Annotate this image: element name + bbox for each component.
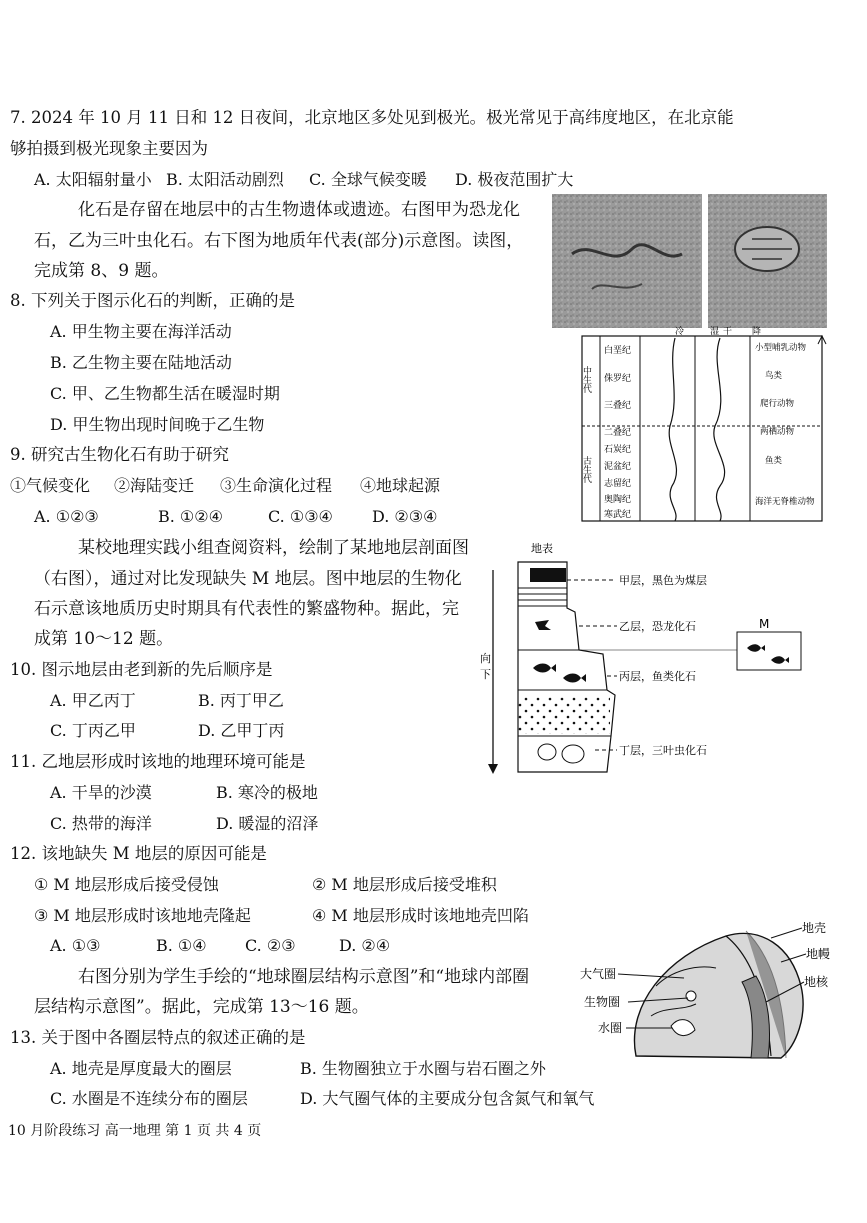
geologic-timescale-figure: [580, 326, 830, 526]
q9-item-4: ④地球起源: [360, 476, 441, 495]
q11-option-d: D. 暖湿的沼泽: [216, 814, 319, 833]
q13-option-b: B. 生物圈独立于水圈与岩石圈之外: [300, 1059, 546, 1078]
intro-10-12-line3: 石示意该地质历史时期具有代表性的繁盛物种。据此，完: [34, 599, 459, 619]
strata-down-label-1: 向: [480, 652, 491, 665]
era-mesozoic: 中生代: [581, 366, 591, 393]
q12-item-2: ② M 地层形成后接受堆积: [312, 875, 497, 894]
missing-layer-m-label: M: [759, 617, 770, 631]
period-carboniferous: 石炭纪: [604, 445, 632, 455]
period-cambrian: 寒武纪: [604, 510, 632, 520]
q12-item-1: ① M 地层形成后接受侵蚀: [34, 875, 219, 894]
period-devonian: 泥盆纪: [604, 462, 632, 472]
q12-items-row1: [34, 874, 497, 896]
missing-layer-m-box: [737, 632, 801, 670]
period-silurian: 志留纪: [604, 479, 632, 489]
q11-options-row1: [50, 782, 318, 804]
q13-option-a: A. 地壳是厚度最大的圈层: [50, 1059, 232, 1078]
q11-option-c: C. 热带的海洋: [50, 814, 152, 833]
q12-item-4: ④ M 地层形成时该地地壳凹陷: [312, 906, 529, 925]
q8-option-b: B. 乙生物主要在陆地活动: [50, 353, 232, 372]
q9-option-c: C. ①③④: [268, 507, 333, 526]
layer-ding-label: 丁层，三叶虫化石: [619, 744, 707, 757]
fish-fossil-1: [533, 664, 556, 673]
label-biosphere: 生物圈: [584, 995, 621, 1009]
q7-options: [34, 169, 573, 191]
dinosaur-fossil-mark: [535, 620, 551, 630]
q9-stem: 9. 研究古生物化石有助于研究: [10, 445, 229, 464]
label-crust: 地壳: [802, 921, 827, 935]
q11-option-b: B. 寒冷的极地: [216, 783, 318, 802]
q11-stem: 11. 乙地层形成时该地的地理环境可能是: [10, 752, 306, 771]
biota-reptiles: 爬行动物: [760, 399, 795, 409]
intro-10-12-line4: 成第 10～12 题。: [34, 629, 174, 649]
q12-option-c: C. ②③: [245, 936, 296, 955]
intro-13-16-line2: 层结构示意图”。据此，完成第 13～16 题。: [34, 997, 369, 1017]
strata-surface-label: 地表: [531, 542, 553, 555]
sand-layer: [518, 696, 610, 734]
q10-option-b: B. 丙丁甲乙: [198, 691, 284, 710]
timescale-header-1: 冷: [675, 327, 685, 337]
q12-option-a: A. ①③: [50, 936, 101, 955]
q10-option-a: A. 甲乙丙丁: [50, 691, 136, 710]
q8-option-c: C. 甲、乙生物都生活在暖湿时期: [50, 384, 280, 403]
era-paleozoic: 古生代: [581, 456, 591, 483]
q9-option-b: B. ①②④: [158, 507, 223, 526]
q10-option-c: C. 丁丙乙甲: [50, 721, 136, 740]
q11-option-a: A. 干旱的沙漠: [50, 783, 152, 802]
period-jurassic: 侏罗纪: [604, 374, 632, 384]
q9-item-1: ①气候变化: [10, 476, 91, 495]
label-atmosphere: 大气圈: [580, 967, 617, 981]
climate-curve-2: [714, 338, 725, 521]
q12-items-row2: [34, 905, 529, 927]
q12-options: [50, 935, 390, 957]
q12-stem: 12. 该地缺失 M 地层的原因可能是: [10, 844, 267, 863]
q12-option-d: D. ②④: [339, 936, 391, 955]
timescale-header-2: 湿: [710, 327, 720, 337]
q10-options-row2: [50, 720, 284, 742]
layer-jia-label: 甲层，黑色为煤层: [619, 574, 707, 587]
intro-10-12-line2: （右图），通过对比发现缺失 M 地层。图中地层的生物化: [34, 569, 462, 589]
timescale-header-3: 干: [723, 327, 733, 337]
climate-curve-1: [669, 338, 676, 521]
intro-10-12-line1: 某校地理实践小组查阅资料，绘制了某地地层剖面图: [78, 538, 469, 558]
biota-amphibians: 两栖动物: [760, 427, 795, 437]
period-ordovician: 奥陶纪: [604, 495, 632, 505]
q8-option-d: D. 甲生物出现时间晚于乙生物: [50, 415, 265, 434]
q9-item-3: ③生命演化过程: [220, 476, 333, 495]
layer-bing-label: 丙层，鱼类化石: [619, 670, 696, 683]
q13-options-row2: [50, 1088, 594, 1110]
intro-8-9-line1: 化石是存留在地层中的古生物遗体或遗迹。右图甲为恐龙化: [78, 200, 520, 220]
period-triassic: 三叠纪: [604, 401, 632, 411]
period-permian: 二叠纪: [604, 428, 632, 438]
q12-option-b: B. ①④: [156, 936, 207, 955]
strata-profile-figure: [475, 540, 815, 780]
q13-stem: 13. 关于图中各圈层特点的叙述正确的是: [10, 1028, 306, 1047]
q7-stem-line1: 7. 2024 年 10 月 11 日和 12 日夜间，北京地区多处见到极光。极光常见于高纬度地区，在北京能: [10, 108, 734, 127]
q7-option-d: D. 极夜范围扩大: [455, 170, 574, 189]
q9-option-a: A. ①②③: [34, 507, 99, 526]
timescale-header-4: 降: [752, 327, 762, 337]
q10-stem: 10. 图示地层由老到新的先后顺序是: [10, 660, 273, 679]
intro-8-9-line2: 石，乙为三叶虫化石。右下图为地质年代表(部分)示意图。读图，: [34, 231, 524, 251]
fish-fossil-2: [563, 674, 586, 683]
intro-8-9-line3: 完成第 8、9 题。: [34, 261, 169, 281]
q8-stem: 8. 下列关于图示化石的判断，正确的是: [10, 291, 295, 310]
q10-options-row1: [50, 690, 284, 712]
page-footer: 10 月阶段练习 高一地理 第 1 页 共 4 页: [8, 1123, 262, 1139]
q9-option-d: D. ②③④: [372, 507, 438, 526]
q7-stem-line2: 够拍摄到极光现象主要因为: [10, 139, 208, 158]
coal-layer: [530, 568, 566, 582]
label-mantle: 地幔: [806, 947, 831, 961]
q13-option-d: D. 大气圈气体的主要成分包含氮气和氧气: [300, 1089, 595, 1108]
biota-marine-invertebrates: 海洋无脊椎动物: [755, 497, 815, 507]
layer-yi-label: 乙层，恐龙化石: [619, 620, 696, 633]
dinosaur-fossil-photo: [552, 194, 702, 328]
q7-option-c: C. 全球气候变暖: [309, 170, 427, 189]
biota-birds: 鸟类: [765, 371, 783, 381]
q13-option-c: C. 水圈是不连续分布的圈层: [50, 1089, 248, 1108]
period-cretaceous: 白垩纪: [604, 346, 632, 356]
biota-fish: 鱼类: [765, 456, 783, 466]
biota-small-mammals: 小型哺乳动物: [755, 343, 807, 353]
earth-spheres-figure: [576, 916, 832, 1066]
label-core: 地核: [804, 975, 829, 989]
q11-options-row2: [50, 813, 318, 835]
trilobite-fossil-mark: [562, 745, 584, 763]
q7-option-a: A. 太阳辐射量小: [34, 170, 152, 189]
fossil-photos: [552, 194, 827, 328]
strata-down-label-2: 下: [480, 668, 491, 681]
label-hydrosphere: 水圈: [598, 1021, 623, 1035]
q13-options-row1: [50, 1058, 546, 1080]
q9-options: [34, 506, 437, 528]
q8-option-a: A. 甲生物主要在海洋活动: [50, 322, 232, 341]
q7-option-b: B. 太阳活动剧烈: [166, 170, 284, 189]
q9-item-2: ②海陆变迁: [114, 476, 195, 495]
q12-item-3: ③ M 地层形成时该地地壳隆起: [34, 906, 251, 925]
q9-items: [10, 475, 440, 497]
intro-13-16-line1: 右图分别为学生手绘的“地球圈层结构示意图”和“地球内部圈: [78, 967, 530, 987]
q10-option-d: D. 乙甲丁丙: [198, 721, 285, 740]
